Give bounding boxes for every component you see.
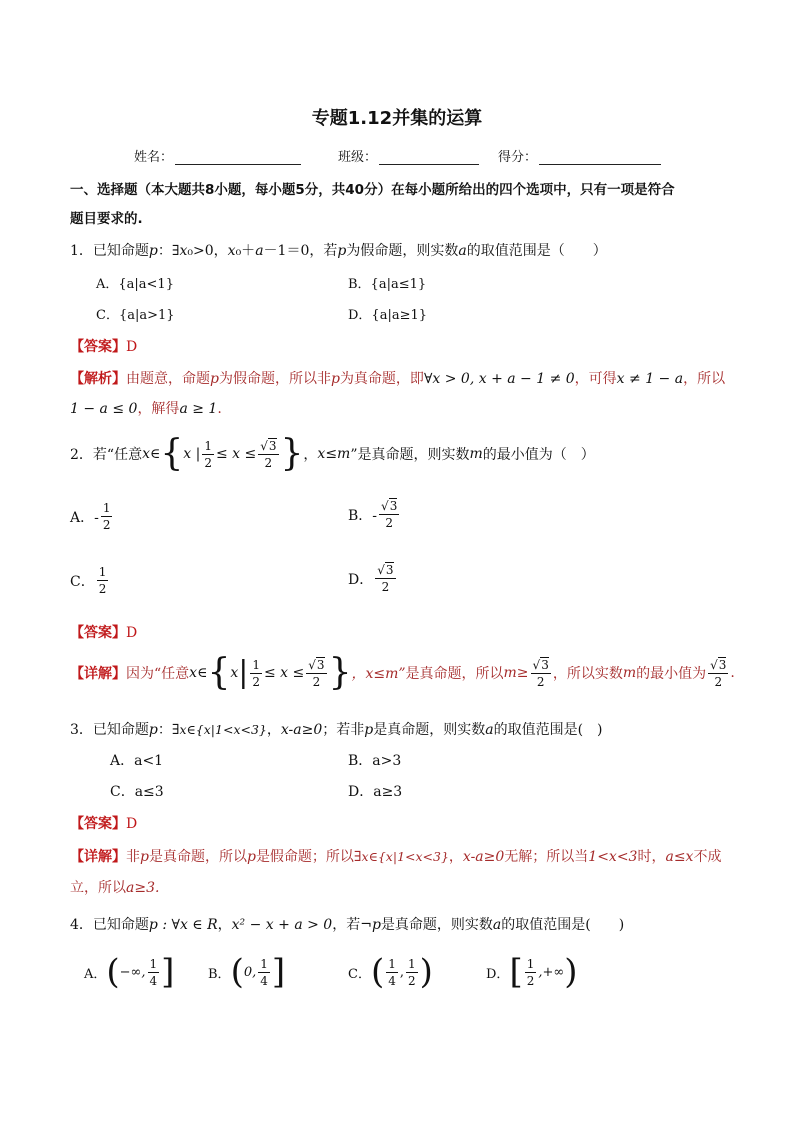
q2-detail: 【详解】 因为“任意 x∈ { x | $\frac{1}{2}$ ≤ x ≤ $\frac{√3}{2}$ } ，x≤m” 是真命题，所以 m≥ $\frac{√3}{2}$ ，所以实数 m 的最小值为 $\frac{√3}{2}$ . — [70, 652, 735, 693]
q4-stem: 4．已知命题p : ∀x ∈ R，x² − x + a > 0，若¬p是真命题，则实数a的取值范围是( ) — [70, 917, 625, 933]
score-blank[interactable] — [539, 150, 661, 165]
q2-stem: 2．若“任意 x∈ { x | $\frac{1}{2}$ ≤ x ≤ $\frac{√3}{2}$ } ， x≤m ”是真命题，则实数 m 的最小值为（ ） — [70, 433, 595, 474]
q1-stem: 1．已知命题p：∃x₀>0，x₀＋a－1＝0，若p为假命题，则实数a的取值范围是（ ） — [70, 243, 607, 259]
q3-answer: 【答案】D — [70, 816, 138, 832]
class-blank[interactable] — [379, 150, 479, 165]
q2-option-c[interactable]: C． $\frac{1}{2}$ — [70, 565, 107, 596]
class-label: 班级： — [338, 150, 378, 165]
q4-option-a[interactable]: A． ( −∞, $\frac{1}{4}$ ] — [84, 952, 175, 992]
q1-analysis-line2: 1 − a ≤ 0，解得a ≥ 1. — [70, 401, 222, 417]
q1-option-c[interactable]: C．{a|a>1} — [96, 308, 175, 323]
q1-option-a[interactable]: A．{a|a<1} — [96, 277, 174, 292]
name-label: 姓名： — [134, 150, 174, 165]
q2-answer: 【答案】D — [70, 625, 138, 641]
name-field — [134, 146, 301, 165]
q4-option-c[interactable]: C． ( $\frac{1}{4}$ , $\frac{1}{2}$ ) — [348, 952, 433, 992]
score-field — [498, 146, 661, 165]
q3-option-a[interactable]: A．a<1 — [110, 753, 164, 769]
q3-detail-line2: 立，所以a≥3. — [70, 880, 160, 896]
q3-option-c[interactable]: C．a≤3 — [110, 784, 164, 800]
q3-stem: 3．已知命题p：∃x∈{x|1<x<3}，x-a≥0；若非p是真命题，则实数a的取值范围是( ) — [70, 722, 603, 738]
score-label: 得分： — [498, 150, 538, 165]
q4-option-b[interactable]: B． ( 0, $\frac{1}{4}$ ] — [208, 952, 286, 992]
q4-option-d[interactable]: D． [ $\frac{1}{2}$ ,+∞ ) — [486, 952, 578, 992]
section-heading-line2: 题目要求的. — [70, 211, 143, 227]
q3-option-d[interactable]: D．a≥3 — [348, 784, 403, 800]
q3-detail-line1: 【详解】非p是真命题，所以p是假命题；所以∃x∈{x|1<x<3}，x-a≥0无解；所以当1<x<3时，a≤x不成 — [70, 849, 722, 865]
class-field — [338, 146, 479, 165]
q1-analysis-line1: 【解析】由题意，命题p为假命题，所以非p为真命题，即∀x > 0, x + a − 1 ≠ 0，可得x ≠ 1 − a，所以 — [70, 371, 726, 387]
section-heading-line1: 一、选择题（本大题共8小题，每小题5分，共40分）在每小题所给出的四个选项中，只有一项是符合 — [70, 182, 675, 198]
name-blank[interactable] — [175, 150, 301, 165]
q2-option-a[interactable]: A．- $\frac{1}{2}$ — [70, 501, 111, 532]
q3-option-b[interactable]: B．a>3 — [348, 753, 402, 769]
q2-option-b[interactable]: B．- $\frac{√3}{2}$ — [348, 499, 398, 530]
q2-option-d[interactable]: D． $\frac{√3}{2}$ — [348, 563, 394, 594]
q1-option-d[interactable]: D．{a|a≥1} — [348, 308, 428, 323]
q1-answer: 【答案】D — [70, 339, 138, 355]
q1-option-b[interactable]: B．{a|a≤1} — [348, 277, 427, 292]
page-title: 专题1.12并集的运算 — [311, 108, 483, 129]
